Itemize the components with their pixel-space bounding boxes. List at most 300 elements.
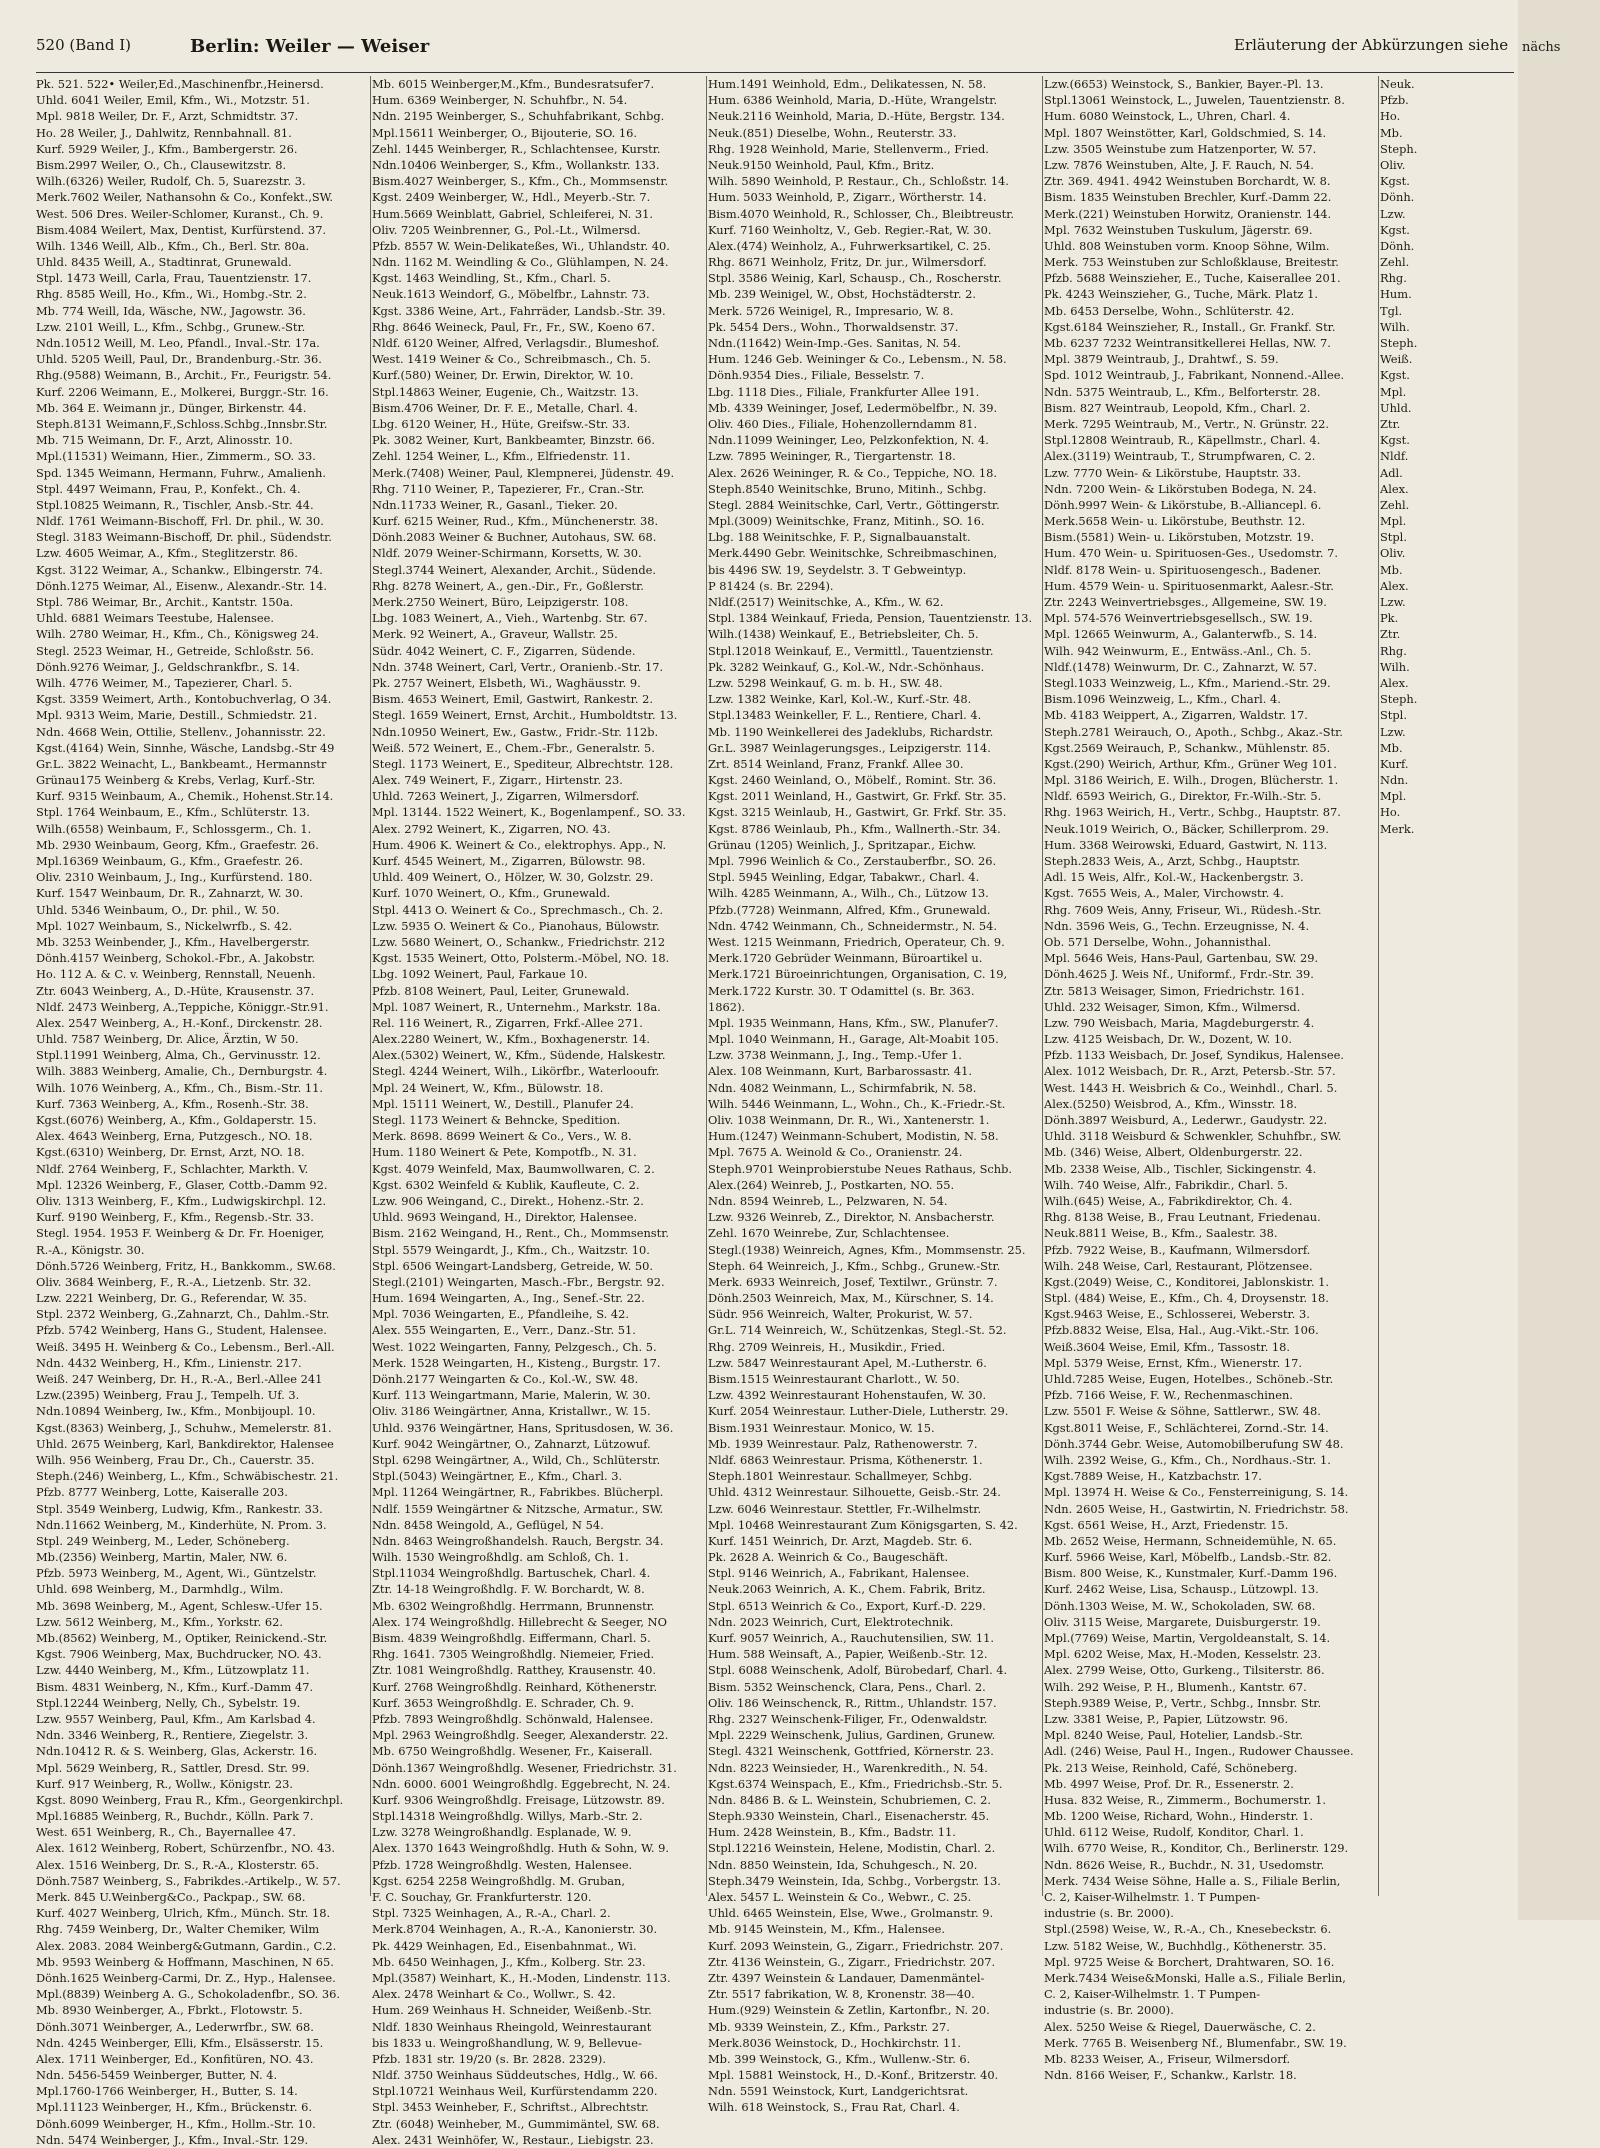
page-header [36,36,1516,64]
directory-entry: Kgst.9463 Weise, E., Schlosserei, Weberstr. 3. [1044,1307,1310,1322]
directory-entry: Nldf. 1830 Weinhaus Rheingold, Weinrestaurant [372,2019,652,2034]
directory-entry: Mpl.16369 Weinbaum, G., Kfm., Graefestr. 26. [36,854,303,868]
directory-entry: Rhg. 1963 Weirich, H., Vertr., Schbg., Hauptstr. 87. [1044,805,1341,820]
directory-entry: Kgst. 1535 Weinert, Otto, Polsterm.-Möbel, NO. 18. [372,951,670,966]
directory-entry: Merk. 6933 Weinreich, Josef, Textilwr., Grünstr. 7. [708,1274,998,1289]
directory-entry: Stpl.14863 Weiner, Eugenie, Ch., Waitzstr. 13. [372,384,639,399]
directory-entry: Bism. 4839 Weingroßhdlg. Eiffermann, Charl. 5. [372,1631,651,1645]
directory-entry: Ztr. 5813 Weisager, Simon, Friedrichstr. 161. [1044,983,1305,998]
directory-entry: Alex. 2478 Weinhart & Co., Wollwr., S. 42. [372,1987,616,2002]
directory-entry: Alex.(474) Weinholz, A., Fuhrwerksartikel, C. 25. [708,238,991,253]
directory-entry: Alex.(5250) Weisbrod, A., Kfm., Winsstr. 18. [1044,1096,1298,1111]
directory-entry: Adl. [1380,465,1403,480]
directory-entry: West. 651 Weinberg, R., Ch., Bayernallee 47. [36,1825,296,1840]
directory-entry: Bism. 4653 Weinert, Emil, Gastwirt, Rankestr. 2. [372,692,653,707]
directory-entry: Ndn. 8223 Weinsieder, H., Warenkredith., N. 54. [708,1760,988,1775]
directory-entry: Dönh. [1380,190,1415,205]
directory-entry: Nldf.(2517) Weinitschke, A., Kfm., W. 62. [708,595,944,609]
directory-entry: Wilh. 2392 Weise, G., Kfm., Ch., Nordhaus.-Str. 1. [1044,1452,1331,1467]
directory-entry: Merk.5658 Wein- u. Likörstube, Beuthstr. 12. [1044,514,1306,529]
directory-entry: Oliv. [1380,546,1406,561]
directory-entry: West. 1215 Weinmann, Friedrich, Operateur, Ch. 9. [708,934,1005,949]
directory-entry: Mpl. [1380,514,1407,529]
directory-entry: Lzw. 6046 Weinrestaur. Stettler, Fr.-Wilhelmstr. [708,1501,982,1516]
directory-entry: Dönh.1275 Weimar, Al., Eisenw., Alexandr.-Str. 14. [36,578,327,593]
directory-entry: Neuk.8811 Weise, B., Kfm., Saalestr. 38. [1044,1226,1278,1241]
directory-entry: Alex. 2792 Weinert, K., Zigarren, NO. 43. [372,821,611,836]
directory-entry: Kurf. 113 Weingartmann, Marie, Malerin, W. 30. [372,1388,651,1403]
directory-entry: Stpl.12808 Weintraub, R., Käpellmstr., Charl. 4. [1044,433,1321,448]
directory-entry: Ztr. (6048) Weinheber, M., Gummimäntel, SW. 68. [372,2116,660,2131]
directory-entry: Stegl. 1954. 1953 F. Weinberg & Dr. Fr. Hoeniger, [36,1226,325,1241]
directory-entry: Dönh.7587 Weinberg, S., Fabrikdes.-Artikelp., W. 57. [36,1873,341,1888]
directory-entry: Stpl. [1380,530,1407,545]
directory-entry: Pfzb. 7922 Weise, B., Kaufmann, Wilmersdorf. [1044,1242,1311,1257]
directory-entry: Kgst.(4164) Wein, Sinnhe, Wäsche, Landsbg.-Str 49 [36,740,335,755]
directory-entry: Stpl.13483 Weinkeller, F. L., Rentiere, Charl. 4. [708,708,982,723]
directory-entry: Pk. 521. 522• Weiler,Ed.,Maschinenfbr.,Heinersd. [36,77,324,91]
directory-entry: Rhg. [1380,643,1407,658]
directory-entry: Dönh.4625 J. Weis Nf., Uniformf., Frdr.-Str. 39. [1044,967,1314,982]
directory-entry: Mb. 1200 Weise, Richard, Wohn., Hinderstr. 1. [1044,1809,1313,1824]
directory-entry: Neuk.(851) Dieselbe, Wohn., Reuterstr. 33. [708,125,957,140]
directory-entry: Stegl. 4244 Weinert, Wilh., Likörfbr., Waterlooufr. [372,1064,660,1079]
directory-entry: Mpl.(11531) Weimann, Hier., Zimmerm., SO. 33. [36,449,316,464]
directory-entry: Bism.4706 Weiner, Dr. F. E., Metalle, Charl. 4. [372,400,638,415]
directory-entry: Steph.9389 Weise, P., Vertr., Schbg., Innsbr. Str. [1044,1695,1322,1710]
directory-entry: Mb. 9593 Weinberg & Hoffmann, Maschinen, N 65. [36,1954,334,1969]
directory-entry: Steph.9701 Weinprobierstube Neues Rathaus, Schb. [708,1161,1013,1176]
directory-entry: Rhg. 2709 Weinreis, H., Musikdir., Fried. [708,1339,946,1354]
directory-entry: Kgst.(290) Weirich, Arthur, Kfm., Grüner Weg 101. [1044,756,1337,771]
directory-entry: Nldf. 6863 Weinrestaur. Prisma, Köthenerstr. 1. [708,1452,983,1467]
directory-entry: Zrt. 8514 Weinland, Franz, Frankf. Allee 30. [708,756,964,771]
directory-entry: Hum. 1246 Geb. Weininger & Co., Lebensm., N. 58. [708,352,1007,367]
directory-entry: Alex. 1012 Weisbach, Dr. R., Arzt, Petersb.-Str. 57. [1044,1064,1336,1079]
directory-entry: Lzw. 9557 Weinberg, Paul, Kfm., Am Karlsbad 4. [36,1711,316,1726]
directory-entry: Ndn.10950 Weinert, Ew., Gastw., Fridr.-Str. 112b. [372,724,659,739]
directory-entry: Alex. [1380,578,1409,593]
directory-entry: Ndn. 1162 M. Weindling & Co., Glühlampen, N. 24. [372,255,669,270]
directory-entry: Steph. [1380,336,1418,350]
directory-entry: Alex. 749 Weinert, F., Zigarr., Hirtenstr. 23. [372,773,623,788]
directory-entry: Uhld. 6041 Weiler, Emil, Kfm., Wi., Motzstr. 51. [36,93,310,108]
directory-entry: Ztr. 1081 Weingroßhdlg. Ratthey, Krausenstr. 40. [372,1663,657,1678]
directory-entry: Nldf. 1761 Weimann-Bischoff, Frl. Dr. phil., W. 30. [36,514,324,529]
directory-entry: Kurf. 9042 Weingärtner, O., Zahnarzt, Lützowuf. [372,1436,651,1451]
directory-entry: Mpl. 13974 H. Weise & Co., Fensterreinigung, S. 14. [1044,1485,1349,1500]
directory-entry: Merk. 1528 Weingarten, H., Kisteng., Burgstr. 17. [372,1355,661,1370]
directory-entry: Kurf. 5929 Weiler, J., Kfm., Bambergerstr. 26. [36,141,298,156]
directory-entry: Pk. 5454 Ders., Wohn., Thorwaldsenstr. 37. [708,319,959,334]
directory-entry: Alex. 108 Weinmann, Kurt, Barbarossastr. 41. [708,1064,972,1079]
directory-entry: P 81424 (s. Br. 2294). [708,578,834,593]
directory-entry: Kgst. 6254 2258 Weingroßhdlg. M. Gruban, [372,1873,626,1888]
directory-entry: Ndn. 3346 Weinberg, R., Rentiere, Ziegelstr. 3. [36,1728,309,1743]
directory-entry: Südr. 4042 Weinert, C. F., Zigarren, Südende. [372,643,636,658]
directory-entry: Dönh.5726 Weinberg, Fritz, H., Bankkomm., SW.68. [36,1258,336,1273]
directory-entry: Uhld. 3118 Weisburd & Schwenkler, Schuhfbr., SW. [1044,1129,1342,1144]
directory-entry: Kgst.(6076) Weinberg, A., Kfm., Goldaperstr. 15. [36,1113,317,1127]
directory-entry: Mpl. 11264 Weingärtner, R., Fabrikbes. Blücherpl. [372,1485,664,1500]
directory-entry: Oliv. [1380,157,1406,172]
directory-entry: Mb. 2338 Weise, Alb., Tischler, Sickingenstr. 4. [1044,1161,1317,1176]
directory-entry: Kgst.(6310) Weinberg, Dr. Ernst, Arzt, NO. 18. [36,1145,305,1160]
directory-entry: Ztr. 4397 Weinstein & Landauer, Damenmäntel- [708,1970,985,1985]
directory-entry: Stpl. 3549 Weinberg, Ludwig, Kfm., Rankestr. 33. [36,1501,323,1516]
directory-entry: Ndn. 8594 Weinreb, L., Pelzwaren, N. 54. [708,1193,948,1208]
directory-entry: Stegl. 1173 Weinert & Behncke, Spedition. [372,1113,621,1127]
directory-entry: Pfzb. 7166 Weise, F. W., Rechenmaschinen. [1044,1388,1293,1403]
directory-entry: Neuk. [1380,77,1415,91]
directory-entry: Kgst. 3122 Weimar, A., Schankw., Elbingerstr. 74. [36,562,323,577]
directory-entry: Ndn. 4245 Weinberger, Elli, Kfm., Elsässerstr. 15. [36,2035,324,2050]
directory-entry: Bism. 827 Weintraub, Leopold, Kfm., Charl. 2. [1044,400,1311,415]
directory-entry: Mpl. 7675 A. Weinold & Co., Oranienstr. 24. [708,1145,963,1160]
directory-entry: Zehl. [1380,255,1410,270]
directory-entry: Mpl. 2229 Weinschenk, Julius, Gardinen, Grunew. [708,1728,996,1743]
directory-entry: Bism.(5581) Wein- u. Likörstuben, Motzstr. 19. [1044,530,1315,545]
directory-entry: Alex. 1516 Weinberg, Dr. S., R.-A., Klosterstr. 65. [36,1857,319,1872]
directory-entry: Mpl. 1027 Weinbaum, S., Nickelwrfb., S. 42. [36,918,293,933]
directory-entry: Wilh. 1076 Weinberg, A., Kfm., Ch., Bism.-Str. 11. [36,1080,323,1095]
directory-entry: Stpl.10825 Weimann, R., Tischler, Ansb.-Str. 44. [36,497,314,512]
directory-entry: Dönh.3897 Weisburd, A., Lederwr., Gaudystr. 22. [1044,1113,1328,1127]
directory-entry: Merk.(221) Weinstuben Horwitz, Oranienstr. 144. [1044,206,1332,221]
directory-entry: Hum. 1180 Weinert & Pete, Kompotfb., N. 31. [372,1145,637,1160]
directory-entry: Bism. 800 Weise, K., Kunstmaler, Kurf.-Damm 196. [1044,1566,1338,1581]
directory-entry: Kgst. 6302 Weinfeld & Kublik, Kaufleute, C. 2. [372,1177,640,1192]
directory-entry: Lzw. 5680 Weinert, O., Schankw., Friedrichstr. 212 [372,934,666,949]
directory-entry: Stpl. (484) Weise, E., Kfm., Ch. 4, Droysenstr. 18. [1044,1291,1329,1306]
directory-entry: Mb. 9145 Weinstein, M., Kfm., Halensee. [708,1922,945,1937]
directory-entry: Mpl. [1380,384,1407,399]
directory-entry: Ndn. [1380,773,1409,788]
directory-entry: Lzw. 4605 Weimar, A., Kfm., Steglitzerstr. 86. [36,546,298,561]
directory-entry: Mpl. 1935 Weinmann, Hans, Kfm., SW., Planufer7. [708,1015,999,1030]
directory-entry: Oliv. 3684 Weinberg, F., R.-A., Lietzenb. Str. 32. [36,1274,312,1289]
directory-entry: Weiß. 247 Weinberg, Dr. H., R.-A., Berl.-Allee 241 [36,1372,323,1386]
directory-entry: Stpl.10721 Weinhaus Weil, Kurfürstendamm 220. [372,2084,658,2099]
directory-entry: Dönh.3071 Weinberger, A., Lederwrfbr., SW. 68. [36,2019,314,2034]
directory-entry: Stpl. 2372 Weinberg, G.,Zahnarzt, Ch., Dahlm.-Str. [36,1307,330,1322]
directory-entry: Mb. 774 Weill, Ida, Wäsche, NW., Jagowstr. 36. [36,303,306,318]
column-divider [370,76,371,1896]
directory-entry: Uhld. 9376 Weingärtner, Hans, Spritusdosen, W. 36. [372,1420,674,1435]
directory-entry: Bism. 1835 Weinstuben Brechler, Kurf.-Damm 22. [1044,190,1332,205]
directory-entry: Kgst. [1380,368,1410,383]
directory-entry: Grünau (1205) Weinlich, J., Spritzapar., Eichw. [708,837,977,852]
directory-entry: Hum. [1380,287,1412,302]
directory-entry: Mb. 6453 Derselbe, Wohn., Schlüterstr. 42. [1044,303,1295,318]
directory-entry: Ztr. 369. 4941. 4942 Weinstuben Borchardt, W. 8. [1044,174,1331,189]
directory-entry: Pfzb. 8557 W. Wein-Delikateßes, Wi., Uhlandstr. 40. [372,238,670,253]
directory-entry: Merk. 5726 Weinigel, R., Impresario, W. 8. [708,303,954,318]
directory-entry: Mpl. 5646 Weis, Hans-Paul, Gartenbau, SW. 29. [1044,951,1319,966]
directory-entry: Steph.2781 Weirauch, O., Apoth., Schbg., Akaz.-Str. [1044,724,1343,739]
directory-entry: Oliv. 7205 Weinbrenner, G., Pol.-Lt., Wilmersd. [372,222,641,237]
directory-entry: Nldf. 2079 Weiner-Schirmann, Korsetts, W. 30. [372,546,642,561]
directory-entry: Bism.1931 Weinrestaur. Monico, W. 15. [708,1420,935,1435]
directory-entry: Ho. [1380,109,1401,124]
directory-entry: Kgst.8011 Weise, F., Schlächterei, Zornd.-Str. 14. [1044,1420,1329,1435]
directory-entry: Kgst.7889 Weise, H., Katzbachstr. 17. [1044,1469,1262,1484]
directory-entry: Stegl.(1938) Weinreich, Agnes, Kfm., Mommsenstr. 25. [708,1242,1026,1257]
directory-entry: Hum. 470 Wein- u. Spirituosen-Ges., Usedomstr. 7. [1044,546,1338,561]
directory-entry: Stegl. 2884 Weinitschke, Carl, Vertr., Göttingerstr. [708,497,1000,512]
directory-entry: Alex. 2431 Weinhöfer, W., Restaur., Liebigstr. 23. [372,2132,654,2147]
directory-entry: Merk.1721 Büroeinrichtungen, Organisation, C. 19, [708,967,1008,982]
directory-entry: Mb.(2356) Weinberg, Martin, Maler, NW. 6. [36,1550,288,1565]
directory-entry: Pfzb. 8108 Weinert, Paul, Leiter, Grunewald. [372,983,630,998]
directory-entry: West. 1443 H. Weisbrich & Co., Weinhdl., Charl. 5. [1044,1080,1338,1095]
directory-entry: Adl. 15 Weis, Alfr., Kol.-W., Hackenbergstr. 3. [1044,870,1304,885]
page-title: Berlin: Weiler — Weiser [190,36,430,57]
directory-entry: West. 1022 Weingarten, Fanny, Pelzgesch., Ch. 5. [372,1339,657,1354]
directory-entry: Ndn.10406 Weinberger, S., Kfm., Wollankstr. 133. [372,157,660,172]
directory-entry: Lzw.(2395) Weinberg, Frau J., Tempelh. Uf. 3. [36,1388,300,1403]
directory-entry: Wilh. [1380,659,1410,674]
directory-entry: Ndn. 2195 Weinberger, S., Schuhfabrikant, Schbg. [372,109,665,124]
directory-entry: Ho. 28 Weiler, J., Dahlwitz, Rennbahnall. 81. [36,125,292,140]
directory-entry: Steph.8540 Weinitschke, Bruno, Mitinh., Schbg. [708,481,987,496]
directory-entry: Mb. 8233 Weiser, A., Friseur, Wilmersdorf. [1044,2051,1291,2066]
directory-entry: Stegl. 1173 Weinert, E., Spediteur, Albrechtstr. 128. [372,756,674,771]
directory-entry: Kgst.6374 Weinspach, E., Kfm., Friedrichsb.-Str. 5. [708,1776,1003,1791]
directory-entry: Kgst. 1463 Weindling, St., Kfm., Charl. 5. [372,271,611,286]
directory-entry: Wilh. 5890 Weinhold, P. Restaur., Ch., Schloßstr. 14. [708,174,1009,189]
directory-entry: Kgst. 2409 Weinberger, W., Hdl., Meyerb.-Str. 7. [372,190,651,205]
directory-entry: Weiß. 572 Weinert, E., Chem.-Fbr., Generalstr. 5. [372,740,655,755]
directory-entry: Kgst.(8363) Weinberg, J., Schuhw., Memelerstr. 81. [36,1420,332,1435]
directory-entry: industrie (s. Br. 2000). [1044,1906,1174,1921]
directory-entry: Mpl. 9313 Weim, Marie, Destill., Schmiedstr. 21. [36,708,318,723]
directory-entry: Lzw. 5298 Weinkauf, G. m. b. H., SW. 48. [708,675,943,690]
directory-entry: Hum.(929) Weinstein & Zetlin, Kartonfbr., N. 20. [708,2003,990,2018]
directory-entry: Pk. 213 Weise, Reinhold, Café, Schöneberg. [1044,1760,1298,1775]
directory-entry: Mb. 3253 Weinbender, J., Kfm., Havelbergerstr. [36,934,310,949]
directory-entry: Wilh. 6770 Weise, R., Konditor, Ch., Berlinerstr. 129. [1044,1841,1349,1856]
directory-entry: Wilh. 942 Weinwurm, E., Entwäss.-Anl., Ch. 5. [1044,643,1312,658]
directory-entry: Ndn. 5591 Weinstock, Kurt, Landgerichtsrat. [708,2084,969,2099]
directory-entry: Kgst. 2460 Weinland, O., Möbelf., Romint. Str. 36. [708,773,997,788]
directory-entry: Dönh.6099 Weinberger, H., Kfm., Hollm.-Str. 10. [36,2116,316,2131]
directory-entry: Stpl. 4413 O. Weinert & Co., Sprechmasch., Ch. 2. [372,902,664,917]
directory-entry: Hum. 3368 Weirowski, Eduard, Gastwirt, N. 113. [1044,837,1328,852]
directory-entry: industrie (s. Br. 2000). [1044,2003,1174,2018]
directory-entry: Mb. (346) Weise, Albert, Oldenburgerstr. 22. [1044,1145,1303,1160]
directory-entry: Rhg. [1380,271,1407,286]
directory-entry: Husa. 832 Weise, R., Zimmerm., Bochumerstr. 1. [1044,1792,1326,1807]
directory-entry: Stpl.11034 Weingroßhdlg. Bartuschek, Charl. 4. [372,1566,651,1581]
directory-entry: Pk. 2757 Weinert, Elsbeth, Wi., Waghäusstr. 9. [372,675,641,690]
directory-entry: Kgst. 8786 Weinlaub, Ph., Kfm., Wallnerth.-Str. 34. [708,821,1001,836]
directory-entry: Lzw. 3738 Weinmann, J., Ing., Temp.-Ufer 1. [708,1048,962,1063]
directory-entry: Nldf. 2473 Weinberg, A.,Teppiche, Königgr.-Str.91. [36,999,329,1014]
directory-entry: Spd. 1345 Weimann, Hermann, Fuhrw., Amalienh. [36,465,326,480]
directory-entry: Kgst. 2011 Weinland, H., Gastwirt, Gr. Frkf. Str. 35. [708,789,1007,804]
directory-entry: Lzw. 4392 Weinrestaurant Hohenstaufen, W. 30. [708,1388,987,1403]
directory-entry: Mpl.1760-1766 Weinberger, H., Butter, S. 14. [36,2084,298,2099]
directory-entry: Alex. [1380,481,1409,496]
directory-entry: Stpl.(5043) Weingärtner, E., Kfm., Charl. 3. [372,1469,623,1484]
directory-entry: Lbg. 1083 Weinert, A., Vieh., Wartenbg. Str. 67. [372,611,648,626]
directory-entry: Ztr. [1380,416,1401,431]
directory-entry: Neuk.9150 Weinhold, Paul, Kfm., Britz. [708,157,935,172]
directory-entry: Hum. 1694 Weingarten, A., Ing., Senef.-Str. 22. [372,1291,645,1306]
directory-entry: Weiß. [1380,352,1413,367]
directory-entry: Nldf. 3750 Weinhaus Süddeutsches, Hdlg., W. 66. [372,2068,658,2083]
directory-entry: Mb. 4183 Weippert, A., Zigarren, Waldstr. 17. [1044,708,1308,723]
directory-entry: Oliv. 3186 Weingärtner, Anna, Kristallwr., W. 15. [372,1404,651,1419]
directory-entry: Ndn. 8458 Weingold, A., Geflügel, N 54. [372,1517,604,1532]
directory-entry: C. 2, Kaiser-Wilhelmstr. 1. T Pumpen- [1044,1987,1261,2002]
directory-entry: Mpl. 7036 Weingarten, E., Pfandleihe, S. 42. [372,1307,629,1322]
directory-entry: Hum.5669 Weinblatt, Gabriel, Schleiferei, N. 31. [372,206,653,221]
directory-entry: Kurf. 9306 Weingroßhdlg. Freisage, Lützowstr. 89. [372,1792,665,1807]
directory-entry: Wilh. 4776 Weimer, M., Tapezierer, Charl. 5. [36,675,293,690]
directory-entry: Uhld. [1380,400,1412,415]
directory-entry: Dönh.1625 Weinberg-Carmi, Dr. Z., Hyp., Halensee. [36,1970,336,1985]
directory-entry: Mpl. 13144. 1522 Weinert, K., Bogenlampenf., SO. 33. [372,805,686,820]
directory-entry: Ndn. 6000. 6001 Weingroßhdlg. Eggebrecht, N. 24. [372,1776,671,1791]
directory-entry: Ndn. 2023 Weinrich, Curt, Elektrotechnik. [708,1614,954,1629]
directory-entry: Wilh. 248 Weise, Carl, Restaurant, Plötzensee. [1044,1258,1313,1273]
directory-column-4 [1044,76,1372,2083]
directory-entry: Mpl. 5629 Weinberg, R., Sattler, Dresd. Str. 99. [36,1760,310,1775]
directory-entry: Bism. 4831 Weinberg, N., Kfm., Kurf.-Damm 47. [36,1679,314,1694]
directory-entry: Alex. 1711 Weinberger, Ed., Konfitüren, NO. 43. [36,2051,314,2066]
directory-entry: Pfzb. 1831 str. 19/20 (s. Br. 2828. 2329). [372,2051,606,2066]
directory-entry: Nldf. 6593 Weirich, G., Direktor, Fr.-Wilh.-Str. 5. [1044,789,1322,804]
directory-entry: Mpl. 574-576 Weinvertriebsgesellsch., SW. 19. [1044,611,1313,626]
directory-entry: Hum. 6386 Weinhold, Maria, D.-Hüte, Wrangelstr. [708,93,998,108]
directory-entry: Pfzb.8832 Weise, Elsa, Hal., Aug.-Vikt.-Str. 106. [1044,1323,1319,1338]
directory-entry: Mpl. 24 Weinert, W., Kfm., Bülowstr. 18. [372,1080,604,1095]
directory-entry: Rhg. 2327 Weinschenk-Filiger, Fr., Odenwaldstr. [708,1711,988,1726]
directory-entry: Ndn. 8486 B. & L. Weinstein, Schubriemen, C. 2. [708,1792,992,1807]
directory-entry: Merk.8036 Weinstock, D., Hochkirchstr. 11. [708,2035,962,2050]
directory-column-5-cut [1380,76,1516,837]
directory-entry: Pfzb. [1380,93,1409,108]
directory-entry: Oliv. 1313 Weinberg, F., Kfm., Ludwigskirchpl. 12. [36,1193,327,1208]
directory-entry: Uhld. 9693 Weingand, H., Direktor, Halensee. [372,1210,638,1225]
directory-entry: Wilh.(6326) Weiler, Rudolf, Ch. 5, Suarezstr. 3. [36,174,306,189]
directory-column-1 [36,76,364,2148]
directory-entry: Mb. [1380,740,1403,755]
directory-entry: Mb. 399 Weinstock, G., Kfm., Wullenw.-Str. 6. [708,2051,971,2066]
directory-entry: Steph.9330 Weinstein, Charl., Eisenacherstr. 45. [708,1809,990,1824]
directory-entry: Stpl. 1384 Weinkauf, Frieda, Pension, Tauentzienstr. 13. [708,611,1033,626]
directory-entry: Kgst. [1380,174,1410,189]
directory-entry: Mb. 715 Weimann, Dr. F., Arzt, Alinosstr. 10. [36,433,293,448]
directory-entry: Ho. 112 A. & C. v. Weinberg, Rennstall, Neuenh. [36,967,316,982]
directory-entry: Bism.2997 Weiler, O., Ch., Clausewitzstr. 8. [36,157,287,172]
directory-entry: Alex.(3119) Weintraub, T., Strumpfwaren, C. 2. [1044,449,1316,464]
directory-entry: Ndn. 3596 Weis, G., Techn. Erzeugnisse, N. 4. [1044,918,1310,933]
directory-entry: Lzw. 2101 Weill, L., Kfm., Schbg., Grunew.-Str. [36,319,306,334]
directory-entry: Mpl. 7632 Weinstuben Tuskulum, Jägerstr. 69. [1044,222,1313,237]
directory-entry: Bism.4070 Weinhold, R., Schlosser, Ch., Bleibtreustr. [708,206,1015,221]
directory-entry: Zehl. [1380,497,1410,512]
directory-entry: Nldf.(1478) Weinwurm, Dr. C., Zahnarzt, W. 57. [1044,659,1318,674]
directory-entry: Neuk.1019 Weirich, O., Bäcker, Schillerprom. 29. [1044,821,1329,836]
directory-entry: Alex.(5302) Weinert, W., Kfm., Südende, Halskestr. [372,1048,666,1063]
directory-entry: Ztr. 6043 Weinberg, A., D.-Hüte, Krausenstr. 37. [36,983,315,998]
directory-entry: Alex. 1612 Weinberg, Robert, Schürzenfbr., NO. 43. [36,1841,336,1856]
directory-entry: Mpl. 1040 Weinmann, H., Garage, Alt-Moabit 105. [708,1032,999,1047]
directory-entry: Mb. 6237 7232 Weintransitkellerei Hellas, NW. 7. [1044,336,1331,350]
directory-entry: Merk. 7434 Weise Söhne, Halle a. S., Filiale Berlin, [1044,1873,1341,1888]
directory-entry: Ztr. 14-18 Weingroßhdlg. F. W. Borchardt, W. 8. [372,1582,645,1597]
directory-entry: Stpl. [1380,708,1407,723]
directory-entry: Mb. 364 E. Weimann jr., Dünger, Birkenstr. 44. [36,400,307,415]
directory-entry: Lzw. 3505 Weinstube zum Hatzenporter, W. 57. [1044,141,1317,156]
directory-entry: Lbg. 1118 Dies., Filiale, Frankfurter Allee 191. [708,384,980,399]
directory-entry: Stegl. 1659 Weinert, Ernst, Archit., Humboldtstr. 13. [372,708,678,723]
directory-entry: Wilh. 5446 Weinmann, L., Wohn., Ch., K.-Friedr.-St. [708,1096,1006,1111]
directory-entry: Mb. [1380,125,1403,140]
directory-entry: Bism.1515 Weinrestaurant Charlott., W. 50. [708,1372,960,1386]
directory-entry: Zehl. 1254 Weiner, L., Kfm., Elfriedenstr. 11. [372,449,631,464]
directory-entry: Pk. 3082 Weiner, Kurt, Bankbeamter, Binzstr. 66. [372,433,656,448]
directory-entry: Lzw. 7770 Wein- & Likörstube, Hauptstr. 33. [1044,465,1301,480]
directory-entry: Merk.1720 Gebrüder Weinmann, Büroartikel u. [708,951,983,966]
directory-entry: Kgst. [1380,222,1410,237]
directory-entry: Uhld. 5205 Weill, Paul, Dr., Brandenburg.-Str. 36. [36,352,322,367]
directory-entry: Steph. [1380,141,1418,156]
directory-entry: Mpl.(3009) Weinitschke, Franz, Mitinh., SO. 16. [708,514,985,529]
directory-entry: Dönh.9997 Wein- & Likörstube, B.-Alliancepl. 6. [1044,497,1322,512]
directory-entry: Stpl. 249 Weinberg, M., Leder, Schöneberg. [36,1533,290,1548]
directory-entry: Ndn.11662 Weinberg, M., Kinderhüte, N. Prom. 3. [36,1517,327,1532]
directory-entry: Nldf. [1380,449,1409,464]
directory-entry: Lzw. 5182 Weise, W., Buchhdlg., Köthenerstr. 35. [1044,1938,1327,1953]
directory-entry: Hum. 269 Weinhaus H. Schneider, Weißenb.-Str. [372,2003,652,2018]
directory-entry: Ndn. 7200 Wein- & Likörstuben Bodega, N. 24. [1044,481,1317,496]
directory-entry: Spd. 1012 Weintraub, J., Fabrikant, Nonnend.-Allee. [1044,368,1345,383]
directory-entry: Alex. 174 Weingroßhdlg. Hillebrecht & Seeger, NO [372,1614,667,1629]
column-divider [706,76,707,1896]
directory-entry: Stpl. 3453 Weinheber, F., Schriftst., Albrechtstr. [372,2100,649,2115]
directory-entry: Kurf.(580) Weiner, Dr. Erwin, Direktor, W. 10. [372,368,634,383]
directory-entry: Mb. 2652 Weise, Hermann, Schneidemühle, N. 65. [1044,1533,1337,1548]
directory-entry: Neuk.2063 Weinrich, A. K., Chem. Fabrik, Britz. [708,1582,986,1597]
directory-entry: Stegl. 4321 Weinschenk, Gottfried, Körnerstr. 23. [708,1744,994,1759]
directory-entry: Kgst. 6561 Weise, H., Arzt, Friedenstr. 15. [1044,1517,1289,1532]
directory-entry: Lzw. 790 Weisbach, Maria, Magdeburgerstr. 4. [1044,1015,1315,1030]
directory-entry: Lzw. 906 Weingand, C., Direkt., Hohenz.-Str. 2. [372,1193,644,1208]
directory-entry: Pk. 2628 A. Weinrich & Co., Baugeschäft. [708,1550,949,1565]
directory-entry: Merk. 845 U.Weinberg&Co., Packpap., SW. 68. [36,1890,306,1904]
directory-entry: Rhg. 8278 Weinert, A., gen.-Dir., Fr., Goßlerstr. [372,578,644,593]
directory-entry: Steph.2833 Weis, A., Arzt, Schbg., Hauptstr. [1044,854,1300,868]
directory-entry: Rhg. 7110 Weiner, P., Tapezierer, Fr., Cran.-Str. [372,481,645,496]
directory-entry: Lzw. 2221 Weinberg, Dr. G., Referendar, W. 35. [36,1291,307,1306]
directory-entry: West. 506 Dres. Weiler-Schlomer, Kuranst., Ch. 9. [36,206,324,221]
directory-entry: Mpl. 10468 Weinrestaurant Zum Königsgarten, S. 42. [708,1517,1018,1532]
directory-entry: Kgst.(2049) Weise, C., Konditorei, Jablonskistr. 1. [1044,1274,1329,1289]
directory-entry: Ob. 571 Derselbe, Wohn., Johannisthal. [1044,934,1272,949]
directory-entry: Weiß. 3495 H. Weinberg & Co., Lebensm., Berl.-All. [36,1339,335,1354]
directory-entry: Alex.(264) Weinreb, J., Postkarten, NO. 55. [708,1177,955,1192]
directory-entry: Uhld. 5346 Weinbaum, O., Dr. phil., W. 50. [36,902,280,917]
directory-entry: Hum. 2428 Weinstein, B., Kfm., Badstr. 11. [708,1825,956,1840]
directory-column-2 [372,76,700,2148]
directory-entry: Merk.(7408) Weiner, Paul, Klempnerei, Jüdenstr. 49. [372,465,675,480]
directory-entry: Mpl. 15111 Weinert, W., Destill., Planufer 24. [372,1096,634,1111]
directory-entry: Wilh.(645) Weise, A., Fabrikdirektor, Ch. 4. [1044,1193,1293,1208]
